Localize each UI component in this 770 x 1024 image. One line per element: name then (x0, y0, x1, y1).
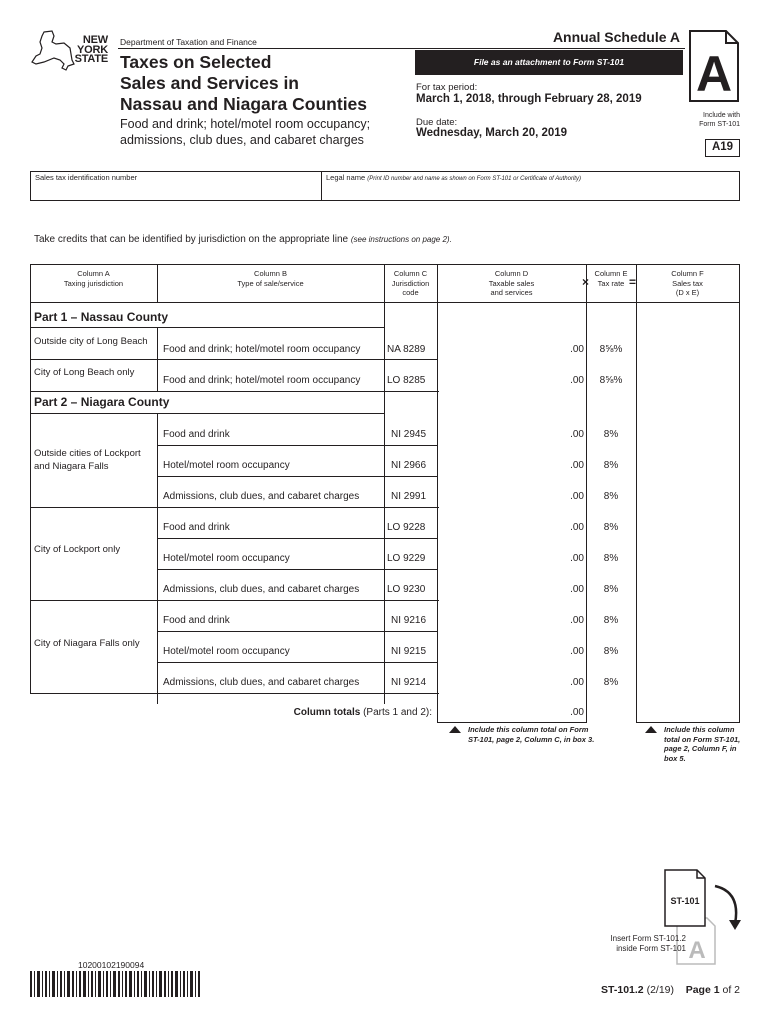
barcode-number: 10200102190094 (78, 960, 145, 970)
row-rule (30, 391, 439, 392)
taxable-sales-input[interactable]: .00 (570, 375, 584, 386)
tax-rate: 8% (603, 491, 619, 502)
taxable-sales-input[interactable]: .00 (570, 646, 584, 657)
column-d-total[interactable]: .00 (570, 707, 584, 718)
arrow-up-icon (449, 726, 461, 733)
form-subtitle: Food and drink; hotel/motel room occupancy; admissions, club dues, and cabaret charges (120, 117, 371, 147)
jurisdiction-label: Outside city of Long Beach (34, 336, 148, 347)
sale-type: Admissions, club dues, and cabaret charges (163, 491, 360, 502)
jurisdiction-code: LO 8285 (387, 375, 426, 386)
form-title: Taxes on Selected Sales and Services in Nassau and Niagara Counties (120, 52, 368, 114)
group-rule (30, 507, 439, 508)
sale-type: Hotel/motel room occupancy (163, 460, 290, 471)
table-right-line (739, 264, 740, 723)
tax-rate: 8% (603, 460, 619, 471)
row-rule (157, 662, 437, 663)
equals-sign: = (629, 275, 637, 289)
table-header-bottom-rule (30, 302, 740, 303)
part2-header-rule (30, 413, 385, 414)
tax-rate: 8⅝% (599, 344, 623, 355)
sale-type: Hotel/motel room occupancy (163, 646, 290, 657)
jurisdiction-code: NI 9216 (391, 615, 427, 626)
row-rule (157, 569, 437, 570)
big-letter-a: A (695, 46, 733, 102)
legal-name-field[interactable]: Legal name (Print ID number and name as shown on Form ST-101 or Certificate of Authority) (326, 173, 581, 182)
jurisdiction-code: NI 2945 (391, 429, 427, 440)
table-body-bottom-rule (30, 693, 439, 694)
tax-rate: 8% (603, 615, 619, 626)
col-f-left-line (636, 264, 637, 723)
column-a-header: Column A Taxing jurisdiction (63, 269, 124, 288)
part-2-header: Part 2 – Niagara County (34, 395, 170, 409)
totals-bottom-rule-f (636, 722, 740, 723)
jurisdiction-code: LO 9230 (387, 584, 426, 595)
due-date-label: Due date: (416, 117, 458, 128)
header-divider (118, 48, 685, 49)
jurisdiction-label: City of Long Beach only (34, 367, 135, 378)
tax-rate: 8% (603, 677, 619, 688)
row-rule (157, 476, 437, 477)
tax-rate: 8% (603, 429, 619, 440)
jurisdiction-code: LO 9229 (387, 553, 426, 564)
jurisdiction-code: NA 8289 (387, 344, 426, 355)
table-left-line (30, 264, 31, 694)
jurisdiction-label: City of Lockport only (34, 544, 121, 555)
jurisdiction-label: City of Niagara Falls only (34, 638, 140, 649)
column-d-header: Column D Taxable sales and services (488, 269, 535, 297)
tax-period-label: For tax period: (416, 82, 478, 93)
body-c-left-line (384, 302, 385, 704)
taxable-sales-input[interactable]: .00 (570, 460, 584, 471)
row-rule (157, 445, 437, 446)
schedule-a-document-icon (688, 29, 740, 103)
tax-rate: 8% (603, 553, 619, 564)
part-1-header: Part 1 – Nassau County (34, 310, 169, 324)
department-name: Department of Taxation and Finance (120, 37, 257, 47)
jurisdiction-code: NI 9215 (391, 646, 427, 657)
arrow-up-icon (645, 726, 657, 733)
sale-type: Hotel/motel room occupancy (163, 553, 290, 564)
svg-text:A: A (688, 937, 706, 964)
taxable-sales-input[interactable]: .00 (570, 344, 584, 355)
tax-rate: 8% (603, 522, 619, 533)
row-rule (157, 538, 437, 539)
sale-type: Food and drink (163, 429, 230, 440)
jurisdiction-code: LO 9228 (387, 522, 426, 533)
totals-bottom-rule (437, 722, 587, 723)
sale-type: Food and drink; hotel/motel room occupancy (163, 344, 361, 355)
sale-type: Food and drink; hotel/motel room occupancy (163, 375, 361, 386)
taxable-sales-input[interactable]: .00 (570, 429, 584, 440)
taxable-sales-input[interactable]: .00 (570, 553, 584, 564)
tax-rate: 8% (603, 584, 619, 595)
column-c-header: Column C Jurisdiction code (391, 269, 430, 297)
new-york-state-map-logo (30, 30, 76, 76)
svg-text:ST-101: ST-101 (670, 896, 700, 906)
attachment-banner: File as an attachment to Form ST-101 (415, 50, 683, 75)
body-a-b-line-p2 (157, 413, 158, 704)
column-f-note: Include this column total on Form ST-101, page 2, Column F, in box 5. (664, 725, 741, 763)
due-date: Wednesday, March 20, 2019 (416, 127, 568, 139)
taxable-sales-input[interactable]: .00 (570, 522, 584, 533)
barcode-image (30, 971, 202, 997)
column-b-header: Column B Type of sale/service (237, 269, 304, 288)
insert-instructions: Insert Form ST-101.2 inside Form ST-101 (610, 934, 686, 953)
sale-type: Food and drink (163, 615, 230, 626)
sales-tax-id-field[interactable]: Sales tax identification number (35, 173, 138, 182)
times-sign: × (582, 275, 590, 289)
form-number-page: ST-101.2 (2/19) Page 1 of 2 (601, 984, 740, 996)
column-f-header: Column F Sales tax (D x E) (671, 269, 704, 297)
jurisdiction-code: NI 2966 (391, 460, 427, 471)
table-top-rule (30, 264, 740, 265)
taxable-sales-input[interactable]: .00 (570, 615, 584, 626)
column-e-header: Column E Tax rate (594, 269, 628, 288)
group-rule (30, 600, 439, 601)
taxable-sales-input[interactable]: .00 (570, 491, 584, 502)
schedule-label: Annual Schedule A (552, 29, 680, 45)
identification-divider (321, 171, 322, 201)
taxable-sales-input[interactable]: .00 (570, 584, 584, 595)
column-totals-label: Column totals (Parts 1 and 2): (293, 707, 432, 718)
taxable-sales-input[interactable]: .00 (570, 677, 584, 688)
part1-header-rule (30, 327, 385, 328)
jurisdiction-label: Outside cities of Lockport and Niagara Falls (34, 448, 141, 472)
form-code-box: A19 (705, 139, 740, 157)
tax-period: March 1, 2018, through February 28, 2019 (416, 93, 642, 105)
row-rule (30, 359, 437, 360)
sale-type: Admissions, club dues, and cabaret charges (163, 584, 360, 595)
row-rule (157, 631, 437, 632)
jurisdiction-code: NI 9214 (391, 677, 427, 688)
instructions-text: Take credits that can be identified by jurisdiction on the appropriate line (see instructions on page 2). (34, 234, 452, 245)
include-with-note: Include with Form ST-101 (699, 112, 740, 128)
tax-rate: 8% (603, 646, 619, 657)
sale-type: Food and drink (163, 522, 230, 533)
sale-type: Admissions, club dues, and cabaret charges (163, 677, 360, 688)
jurisdiction-code: NI 2991 (391, 491, 427, 502)
ny-state-logo-text: NEW YORK STATE (74, 34, 108, 65)
column-d-note: Include this column total on Form ST-101, page 2, Column C, in box 3. (468, 725, 595, 744)
tax-rate: 8⅝% (599, 375, 623, 386)
